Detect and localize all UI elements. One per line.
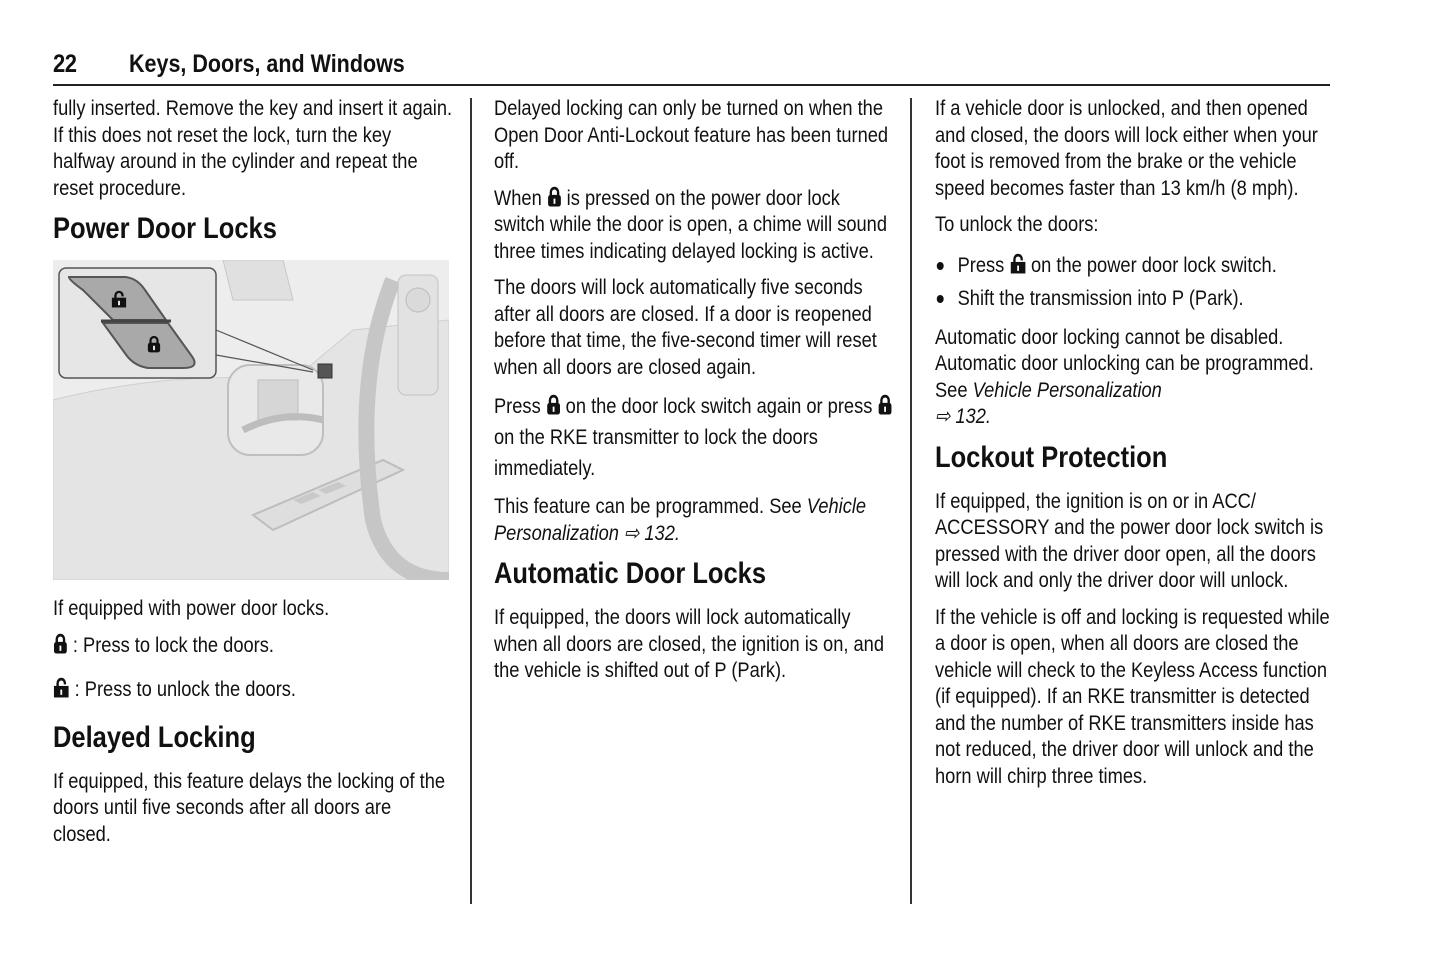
- page-reference[interactable]: ⇨ 132.: [935, 405, 991, 428]
- heading-automatic-door-locks: Automatic Door Locks: [494, 557, 767, 590]
- lock-instruction-text: : Press to lock the doors.: [72, 633, 274, 657]
- paragraph: If the vehicle is off and locking is requested while a door is open, when all doors are closed the vehicle will check to the Keyless Access function (if equipped). If an RKE transmitter is detected and the number of RKE transmitters inside has not reduced, the driver door will unlock and the horn will chirp three times.: [935, 605, 1330, 788]
- page-reference[interactable]: ⇨ 132.: [624, 521, 680, 545]
- column-3: [935, 96, 1335, 800]
- heading-power-door-locks: Power Door Locks: [53, 212, 277, 245]
- text: This feature can be programmed. See: [494, 495, 802, 518]
- paragraph: If equipped, the doors will lock automatically when all doors are closed, the ignition is on, and the vehicle is shifted out of P (Park).: [494, 606, 885, 682]
- paragraph: If equipped, the ignition is on or in ACC/ ACCESSORY and the power door lock switch is pressed with the driver door open, all the doors will lock and only the driver door will unlock.: [935, 489, 1324, 592]
- column-1: [53, 96, 453, 858]
- list-item: Shift the transmission into P (Park).: [935, 282, 1358, 315]
- intro-paragraph: fully inserted. Remove the key and insert it again. If this does not reset the lock, turn the key halfway around in the cylinder and repeat the reset procedure.: [53, 97, 453, 200]
- door-panel-drawing: [53, 260, 449, 580]
- cross-reference-link[interactable]: Vehicle Personalization: [972, 378, 1162, 402]
- lock-icon: [877, 394, 892, 415]
- heading-delayed-locking: Delayed Locking: [53, 720, 256, 754]
- text: Automatic door locking cannot be disabled. Automatic door unlocking can be programmed. See: [935, 325, 1314, 402]
- delayed-locking-paragraph: If equipped, this feature delays the locking of the doors until five seconds after all doors are closed.: [53, 769, 446, 846]
- door-lock-illustration: [53, 260, 449, 580]
- page-header: [53, 48, 1330, 86]
- unlock-steps-list: [935, 249, 1335, 315]
- paragraph: Delayed locking can only be turned on when the Open Door Anti-Lockout feature has been turned off.: [494, 97, 889, 173]
- unlock-icon: [53, 677, 70, 698]
- unlock-instruction-text: : Press to unlock the doors.: [74, 677, 297, 701]
- lock-icon: [547, 186, 562, 207]
- section-title: Keys, Doors, and Windows: [129, 50, 405, 78]
- heading-lockout-protection: Lockout Protection: [935, 440, 1168, 474]
- text: is pressed on the power door lock switch while the door is open, a chime will sound three times indicating delayed locking is active.: [494, 186, 888, 263]
- text: on the door lock switch again or press: [565, 395, 873, 418]
- lock-icon: [546, 394, 561, 415]
- figure-caption: If equipped with power door locks.: [53, 597, 330, 620]
- paragraph: If a vehicle door is unlocked, and then opened and closed, the doors will lock either when your foot is removed from the brake or the vehicle speed becomes faster than 13 km/h (8 mph).: [935, 97, 1318, 200]
- column-2: [494, 96, 894, 695]
- paragraph-lock-chime: [494, 186, 894, 266]
- paragraph-programming: [935, 325, 1335, 431]
- paragraph-lock-immediately: [494, 391, 894, 484]
- cross-reference-link[interactable]: Vehicle Personalization: [494, 495, 867, 545]
- text: Press: [494, 395, 541, 418]
- text: on the RKE transmitter to lock the doors immediately.: [494, 426, 818, 480]
- list-item: [935, 249, 1358, 282]
- paragraph: To unlock the doors:: [935, 213, 1099, 236]
- page-number: 22: [53, 50, 77, 78]
- lock-instruction: [53, 633, 401, 659]
- text: When: [494, 186, 542, 210]
- unlock-icon: [1009, 253, 1026, 274]
- unlock-instruction: [53, 677, 401, 703]
- text: Press: [957, 253, 1005, 277]
- column-divider: [910, 98, 912, 904]
- paragraph: The doors will lock automatically five seconds after all doors are closed. If a door is reopened before that time, the five-second timer will reset when all doors are closed again.: [494, 276, 877, 379]
- column-divider: [470, 98, 472, 904]
- text: on the power door lock switch.: [1031, 253, 1277, 277]
- paragraph-programming: [494, 494, 894, 547]
- lock-icon: [53, 633, 68, 654]
